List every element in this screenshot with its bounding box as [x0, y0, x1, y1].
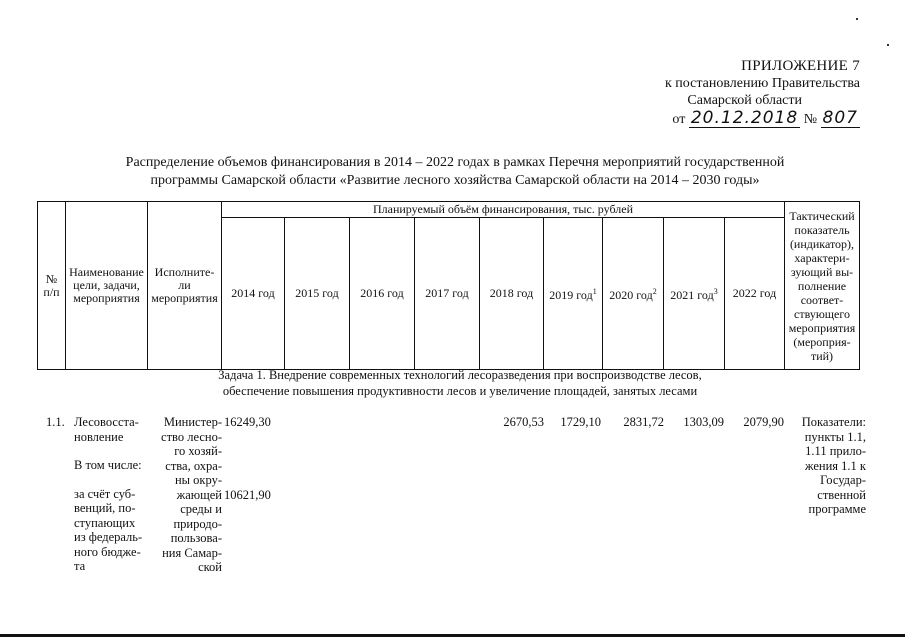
ind-l1: Тактический — [789, 208, 855, 223]
ind-l2: показатель — [794, 222, 850, 237]
appendix-line-2: Самарской области — [687, 93, 802, 108]
appendix-date-line — [640, 110, 860, 128]
year-2022-header: 2022 год — [725, 218, 785, 370]
ind-l10: (мероприя- — [793, 334, 851, 349]
value-2014: 16249,30 — [224, 415, 271, 429]
footnote-2: 2 — [652, 287, 657, 296]
value-2020: 2831,72 — [623, 415, 664, 429]
heading-line-2: программы Самарской области «Развитие лесного хозяйства Самарской области на 2014 – 2030 годы» — [150, 173, 760, 188]
row-name-l1: Лесовосста- — [74, 415, 139, 429]
row-ind-l5: Государ- — [820, 473, 866, 487]
col-header-name-l2: цели, задачи, — [73, 278, 140, 292]
col-header-name — [66, 202, 148, 370]
footnote-3: 3 — [713, 287, 718, 296]
sub-l1: за счёт суб- — [74, 486, 136, 501]
exec-l1: Министер- — [163, 415, 222, 429]
sub-l6: та — [74, 559, 86, 573]
year-2021-label: 2021 год — [670, 288, 714, 302]
row-ind-l2: пункты 1.1, — [804, 429, 866, 444]
col-header-exec-l1: Исполните- — [154, 265, 215, 279]
scan-speck — [856, 18, 858, 20]
row-name-l2: новление — [74, 429, 124, 444]
value-2022: 2079,90 — [743, 415, 784, 429]
year-2017-header: 2017 год — [415, 218, 480, 370]
year-2020-label: 2020 год — [609, 288, 653, 302]
from-label: от — [672, 112, 686, 127]
exec-l4: ства, охра- — [165, 458, 222, 473]
scan-bottom-edge — [0, 634, 905, 637]
ind-l9: мероприятия — [788, 320, 856, 335]
sub-l5: ного бюдже- — [74, 544, 141, 559]
exec-l7: среды и — [180, 502, 222, 516]
col-header-name-l1: Наименование — [69, 265, 144, 279]
number-label: № — [803, 112, 818, 127]
sub-l3: ступающих — [74, 515, 136, 530]
footnote-1: 1 — [592, 287, 597, 296]
exec-l6: жающей — [176, 487, 222, 502]
row-ind-l6: ственной — [817, 487, 866, 502]
task-1-heading — [150, 367, 770, 399]
year-2021-header — [664, 218, 725, 370]
ind-l3: (индикатор), — [789, 236, 855, 251]
year-2014-header: 2014 год — [222, 218, 285, 370]
year-2015-header: 2015 год — [285, 218, 350, 370]
row-ind-l3: 1.11 прило- — [805, 444, 866, 458]
year-2019-label: 2019 год — [549, 288, 593, 302]
ind-l5: зующий вы- — [790, 264, 854, 279]
col-header-number — [38, 202, 66, 370]
col-header-indicator — [785, 202, 860, 370]
exec-l3: го хозяй- — [174, 444, 222, 458]
sub-l2: венций, по- — [74, 501, 136, 515]
exec-l2: ство лесно- — [161, 429, 222, 444]
col-header-number-a: № — [45, 271, 58, 286]
year-2020-header — [603, 218, 664, 370]
sub-l4: из федераль- — [74, 530, 143, 544]
funding-header-table — [37, 201, 860, 370]
value-2018: 2670,53 — [503, 415, 544, 429]
row-name — [74, 415, 150, 574]
year-2016-header: 2016 год — [350, 218, 415, 370]
value-2019: 1729,10 — [560, 415, 601, 429]
ind-l4: характери- — [794, 250, 850, 265]
ind-l11: тий) — [810, 348, 834, 363]
handwritten-date: 20.12.2018 — [690, 108, 799, 128]
appendix-title: ПРИЛОЖЕНИЕ 7 — [741, 58, 860, 74]
exec-l9: пользова- — [170, 531, 222, 545]
ind-l7: соответ- — [800, 292, 844, 307]
appendix-block — [640, 58, 860, 128]
col-header-number-b: п/п — [43, 284, 60, 299]
value-2021: 1303,09 — [683, 415, 724, 429]
handwritten-number: 807 — [822, 108, 858, 128]
heading-line-1: Распределение объемов финансирования в 2014 – 2022 годах в рамках Перечня мероприятий государственной — [125, 155, 785, 170]
task-line-1: Задача 1. Внедрение современных технологий лесоразведения при воспроизводстве лесов, — [218, 368, 702, 382]
row-indicator — [794, 415, 866, 517]
col-header-funding-group: Планируемый объём финансирования, тыс. рублей — [222, 202, 785, 218]
row-including: В том числе: — [74, 458, 142, 472]
exec-l10: ния Самар- — [162, 545, 222, 560]
row-executor — [150, 415, 222, 575]
task-line-2: обеспечение повышения продуктивности лесов и увеличение площадей, занятых лесами — [222, 384, 698, 398]
exec-l5: ны окру- — [174, 473, 222, 487]
exec-l8: природо- — [173, 516, 222, 531]
row-number: 1.1. — [46, 415, 65, 429]
row-ind-l7: программе — [808, 502, 866, 516]
year-2018-header: 2018 год — [480, 218, 544, 370]
row-ind-l4: жения 1.1 к — [804, 458, 866, 473]
col-header-exec-l2: ли — [178, 278, 191, 292]
ind-l8: ствующего — [794, 306, 850, 321]
col-header-name-l3: мероприятия — [73, 291, 140, 305]
row-ind-l1: Показатели: — [801, 415, 866, 429]
exec-l11: ской — [198, 560, 222, 574]
document-heading — [60, 154, 850, 190]
sub-value-2014: 10621,90 — [224, 488, 271, 502]
year-2019-header — [544, 218, 603, 370]
scan-speck — [887, 44, 889, 46]
col-header-executor — [148, 202, 222, 370]
col-header-exec-l3: мероприятия — [151, 291, 218, 305]
ind-l6: полнение — [797, 278, 847, 293]
appendix-line-1: к постановлению Правительства — [664, 76, 860, 91]
